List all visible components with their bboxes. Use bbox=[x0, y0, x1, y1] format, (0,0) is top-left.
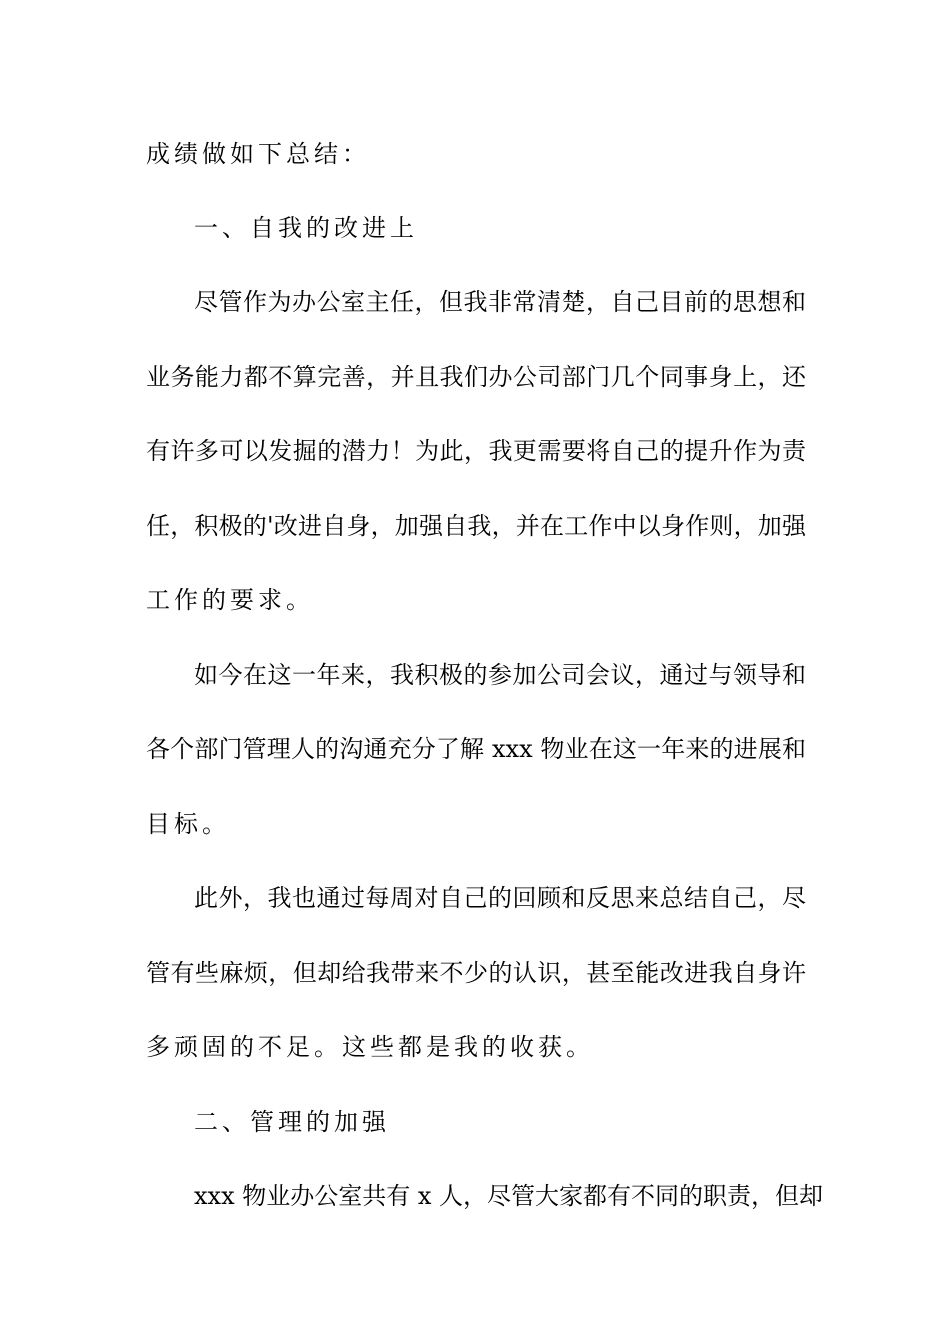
paragraph-line: 此外，我也通过每周对自己的回顾和反思来总结自己，尽 bbox=[194, 884, 806, 912]
section-heading: 二、管理的加强 bbox=[194, 1108, 390, 1136]
paragraph-line: 工作的要求。 bbox=[146, 586, 314, 614]
paragraph-line: 各个部门管理人的沟通充分了解 xxx 物业在这一年来的进展和 bbox=[146, 735, 806, 763]
paragraph-line: 业务能力都不算完善，并且我们办公司部门几个同事身上，还 bbox=[146, 363, 806, 391]
paragraph-line: 有许多可以发掘的潜力！为此，我更需要将自己的提升作为责 bbox=[146, 437, 806, 465]
paragraph-line: 尽管作为办公室主任，但我非常清楚，自己目前的思想和 bbox=[194, 288, 806, 316]
paragraph-line: 多顽固的不足。这些都是我的收获。 bbox=[146, 1033, 594, 1061]
paragraph-line: 目标。 bbox=[146, 810, 230, 838]
section-heading: 一、自我的改进上 bbox=[194, 214, 418, 242]
paragraph-line: 成绩做如下总结： bbox=[146, 140, 370, 168]
paragraph-line: xxx 物业办公室共有 x 人，尽管大家都有不同的职责，但却 bbox=[194, 1182, 824, 1210]
paragraph-line: 管有些麻烦，但却给我带来不少的认识，甚至能改进我自身许 bbox=[146, 959, 806, 987]
paragraph-line: 任，积极的'改进自身，加强自我，并在工作中以身作则，加强 bbox=[146, 512, 806, 540]
paragraph-line: 如今在这一年来，我积极的参加公司会议，通过与领导和 bbox=[194, 661, 806, 689]
